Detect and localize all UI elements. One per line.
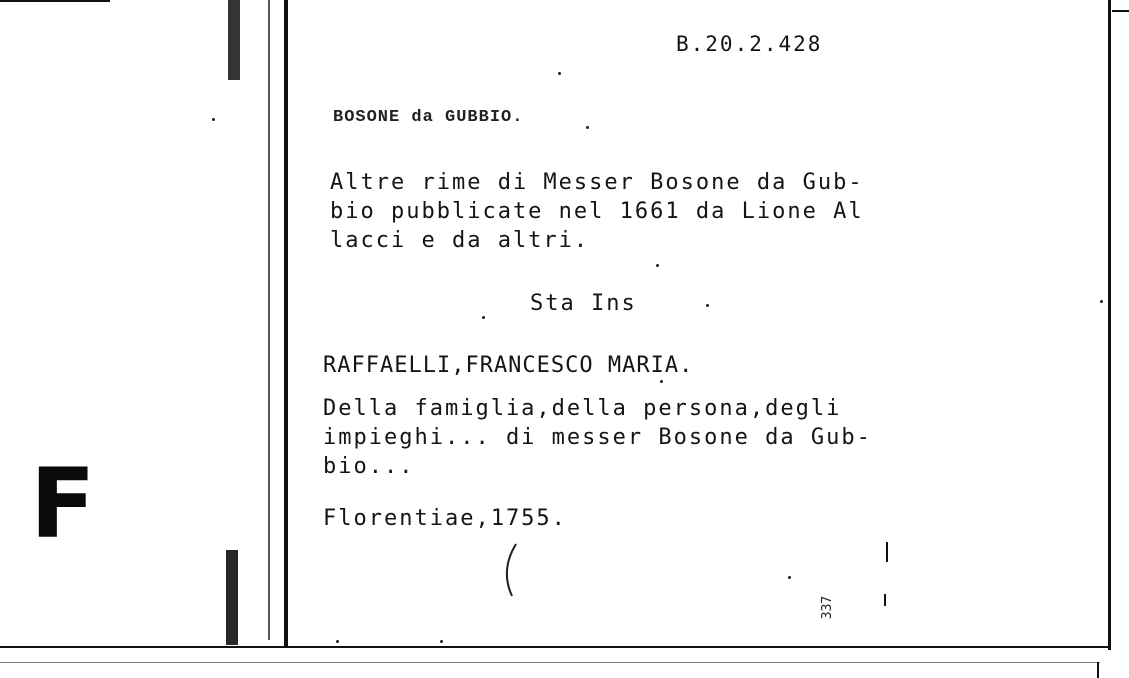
scan-speck <box>212 118 215 121</box>
scan-speck <box>1100 300 1103 303</box>
card-left-border <box>284 0 288 648</box>
entry2-imprint: Florentiae,1755. <box>323 506 567 531</box>
shelfmark: B.20.2.428 <box>676 32 823 56</box>
right-card-border <box>1108 0 1111 650</box>
entry1-title-line-1: Altre rime di Messer Bosone da Gub- <box>330 170 864 195</box>
bottom-scan-line <box>0 662 1100 663</box>
margin-tick-top <box>886 542 888 562</box>
right-card-corner <box>1112 10 1129 12</box>
entry1-heading: BOSONE da GUBBIO. <box>333 108 524 127</box>
left-binding-mark-bottom <box>226 550 238 645</box>
entry2-title <box>323 394 872 481</box>
scan-speck <box>558 72 561 75</box>
scan-speck <box>706 304 709 307</box>
index-tab-letter: F <box>30 448 96 560</box>
scan-speck <box>656 264 659 267</box>
left-binding-mark-top <box>228 0 240 80</box>
entry2-heading: RAFFAELLI,FRANCESCO MARIA. <box>323 353 694 378</box>
scan-speck <box>660 380 663 383</box>
footer-number: 337 <box>820 595 836 620</box>
entry1-note: Sta Ins <box>530 291 637 316</box>
handwritten-paren-mark <box>498 540 528 600</box>
scan-speck <box>482 316 485 319</box>
bottom-card-edge <box>0 646 1110 648</box>
entry2-title-line-2: impieghi... di messer Bosone da Gub- <box>323 425 872 450</box>
entry2-title-line-3: bio... <box>323 454 415 479</box>
scan-speck <box>440 640 443 643</box>
margin-tick-bottom <box>884 594 886 606</box>
entry1-title <box>330 168 864 255</box>
left-scan-edge-line <box>0 0 110 2</box>
card-left-border-inner <box>268 0 270 640</box>
bottom-right-corner <box>1097 662 1099 678</box>
entry2-title-line-1: Della famiglia,della persona,degli <box>323 396 842 421</box>
entry1-title-line-3: lacci e da altri. <box>330 228 590 253</box>
entry1-title-line-2: bio pubblicate nel 1661 da Lione Al <box>330 199 864 224</box>
scan-speck <box>336 640 339 643</box>
scan-speck <box>586 126 589 129</box>
scan-speck <box>788 576 791 579</box>
